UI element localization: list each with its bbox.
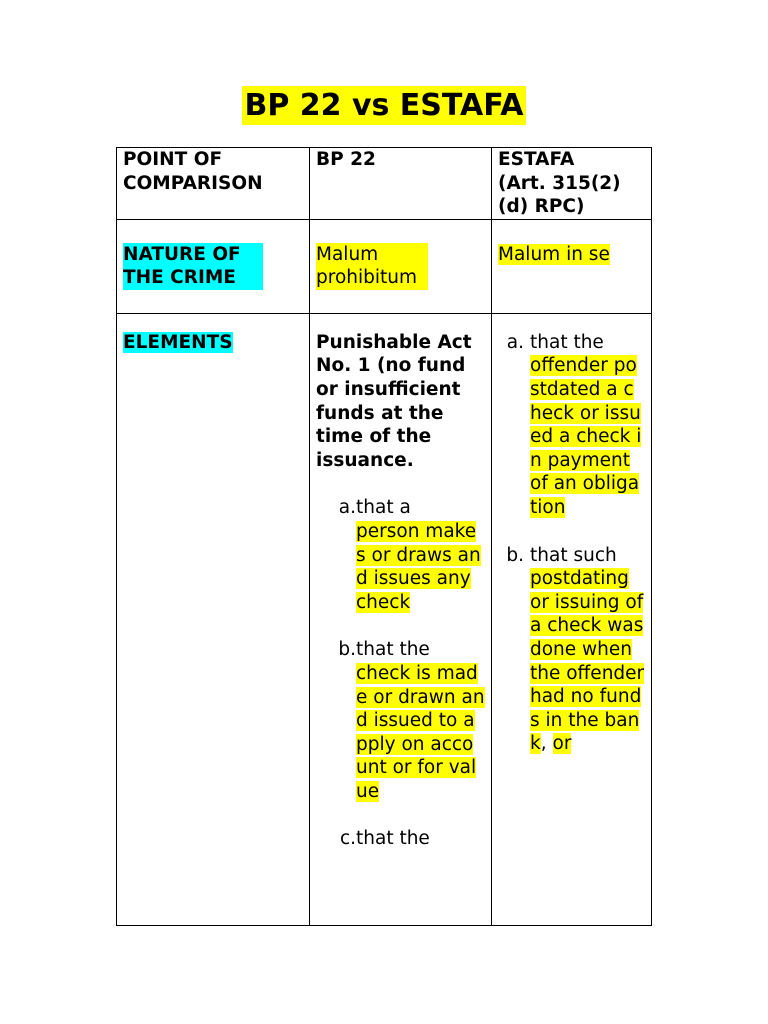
- list-item-text: that the: [356, 828, 430, 850]
- nature-bp22-value: Malum prohibitum: [316, 243, 428, 290]
- list-marker: a.: [338, 497, 356, 519]
- header-estafa: [492, 148, 652, 220]
- list-item: [498, 331, 645, 520]
- list-item-text: that the: [356, 639, 430, 661]
- nature-estafa-cell: [492, 219, 652, 313]
- elements-bp22-cell: [310, 313, 492, 925]
- elements-label-cell: [117, 313, 310, 925]
- elements-label: ELEMENTS: [123, 331, 233, 353]
- nature-row: [117, 219, 652, 313]
- list-marker: b.: [506, 544, 524, 566]
- list-item-separator: ,: [540, 733, 547, 755]
- elements-row: [117, 313, 652, 925]
- header-row: [117, 148, 652, 220]
- estafa-elements-list: [498, 331, 645, 756]
- header-col3-line2: (Art. 315(2): [498, 172, 621, 194]
- header-col1-text: POINT OF COMPARISON: [123, 149, 263, 194]
- list-item: [498, 544, 645, 756]
- nature-estafa-value: Malum in se: [498, 243, 610, 265]
- list-item: [332, 638, 485, 803]
- list-item-highlight: check is made or drawn and issued to apply on account or for value: [356, 662, 485, 802]
- list-marker: c.: [339, 828, 356, 850]
- list-item-highlight: offender postdated a check or issued a check in payment of an obligation: [530, 355, 642, 518]
- list-item: [332, 827, 485, 851]
- list-item-text: that such: [530, 544, 617, 566]
- nature-bp22-cell: [310, 219, 492, 313]
- document-title: [0, 86, 768, 126]
- list-item-highlight: postdating or issuing of a check was done when the offender had no funds in the bank: [530, 568, 645, 755]
- list-item-text: that the: [530, 331, 604, 353]
- document-title-text: BP 22 vs ESTAFA: [244, 88, 524, 123]
- list-marker: a.: [506, 331, 524, 353]
- list-item-text: that a: [356, 497, 411, 519]
- list-item-tail: or: [552, 733, 572, 755]
- list-item: [332, 496, 485, 614]
- bp22-elements-list: [316, 496, 485, 851]
- list-item-highlight: person makes or draws and issues any check: [356, 520, 481, 613]
- header-col3-line3: (d) RPC): [498, 196, 585, 218]
- nature-label: NATURE OF THE CRIME: [123, 243, 263, 290]
- header-bp22: [310, 148, 492, 220]
- bp22-elements-heading: Punishable Act No. 1 (no fund or insufficient funds at the time of the issuance.: [316, 331, 472, 471]
- header-col3-line1: ESTAFA: [498, 149, 575, 170]
- comparison-table: [116, 147, 652, 926]
- header-col2-text: BP 22: [316, 149, 376, 170]
- list-marker: b.: [338, 639, 356, 661]
- header-point-of-comparison: [117, 148, 310, 220]
- nature-label-cell: [117, 219, 310, 313]
- elements-estafa-cell: [492, 313, 652, 925]
